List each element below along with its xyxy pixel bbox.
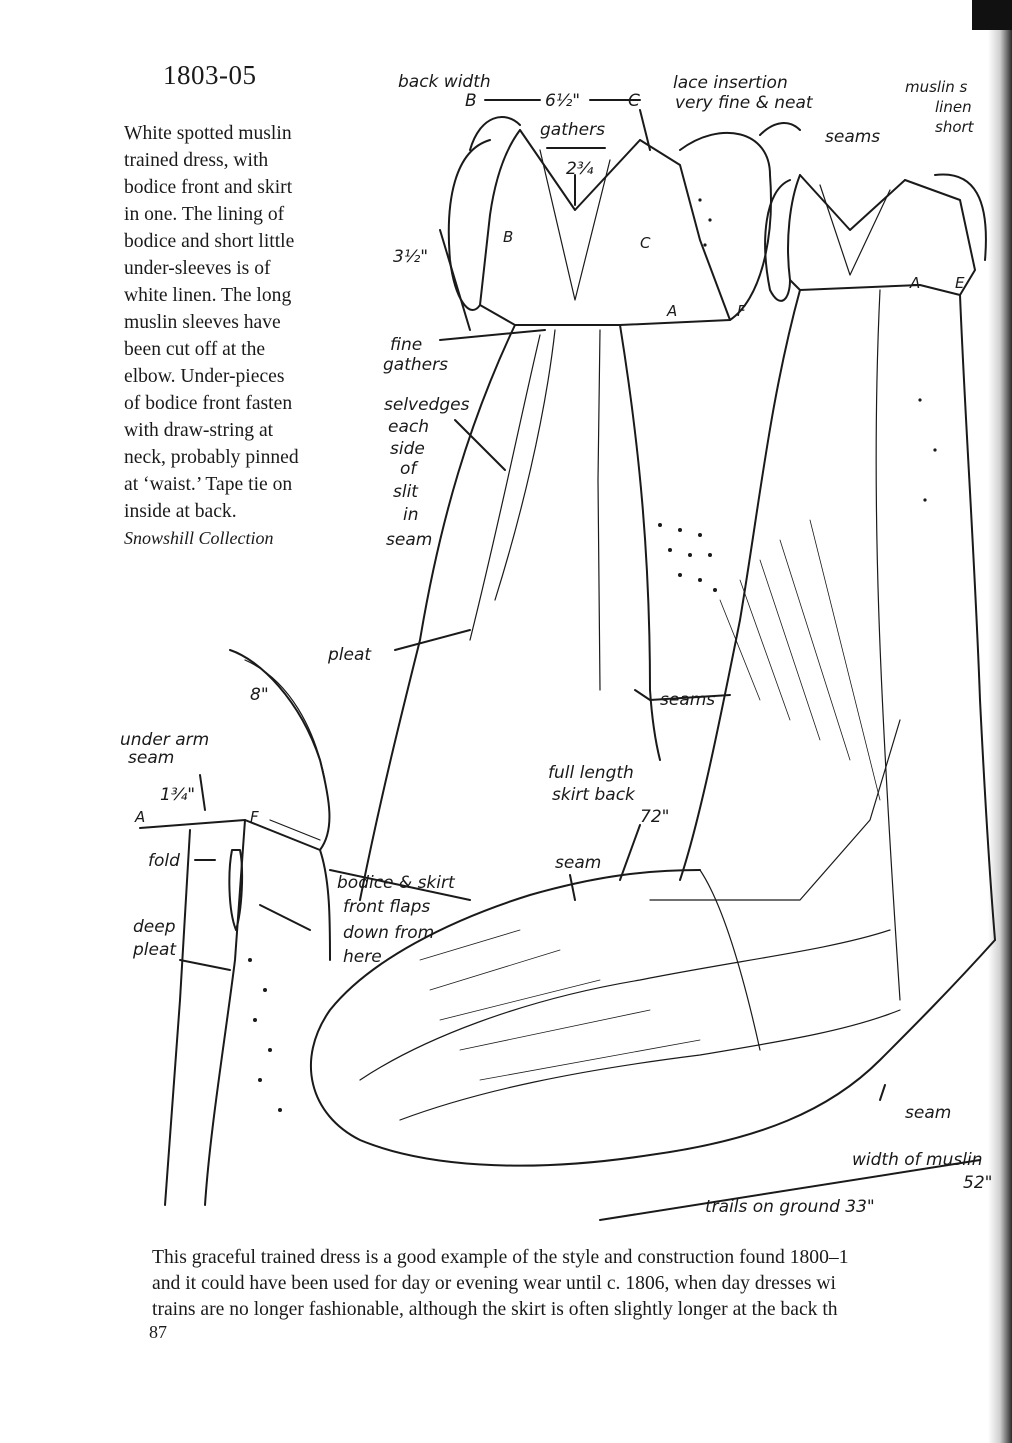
description-line: elbow. Under-pieces bbox=[124, 366, 285, 387]
detail-front-edge bbox=[205, 820, 245, 1205]
back-skirt-left bbox=[680, 290, 800, 880]
annot-bodice-flaps-2: front flaps bbox=[343, 897, 431, 917]
back-hatching bbox=[720, 520, 880, 800]
front-skirt-right bbox=[620, 325, 660, 760]
detail-waist-seam bbox=[270, 820, 320, 840]
annot-selvedges-7: seam bbox=[386, 530, 433, 550]
back-skirt-right bbox=[960, 295, 995, 940]
collection-credit: Snowshill Collection bbox=[124, 528, 274, 548]
description-line: under-sleeves is of bbox=[124, 258, 271, 279]
annot-deep-pleat-2: pleat bbox=[133, 940, 177, 960]
deep-pleat-leader bbox=[180, 960, 230, 970]
annot-seam-train: seam bbox=[555, 853, 602, 873]
page-number: 87 bbox=[149, 1322, 167, 1342]
annot-c-bodice: C bbox=[640, 234, 651, 252]
annot-bodice-flaps-4: here bbox=[343, 947, 382, 967]
annot-under-arm-1: under arm bbox=[120, 730, 210, 750]
bodice-flaps-leader bbox=[260, 905, 310, 930]
back-right-sleeve bbox=[935, 174, 986, 260]
annot-b-bodice: B bbox=[503, 228, 514, 246]
annot-full-length-2: skirt back bbox=[552, 785, 635, 805]
annot-pleat: pleat bbox=[328, 645, 372, 665]
lace-insertion-back bbox=[820, 185, 890, 275]
annot-seam-low: seam bbox=[905, 1103, 952, 1123]
annot-gathers: gathers bbox=[540, 120, 605, 140]
annot-lace-1: lace insertion bbox=[673, 73, 788, 93]
caption-line: This graceful trained dress is a good example of the style and construction found 1800–1 bbox=[152, 1247, 849, 1268]
caption bbox=[152, 1245, 1012, 1323]
annot-full-length-3: 72" bbox=[640, 807, 670, 827]
description-line: white linen. The long bbox=[124, 285, 292, 306]
annot-bodice-flaps-3: down from bbox=[343, 923, 435, 943]
train-fold-1 bbox=[360, 930, 890, 1080]
description-line: been cut off at the bbox=[124, 339, 266, 360]
description-line: trained dress, with bbox=[124, 150, 269, 171]
annot-a-back: A bbox=[910, 274, 921, 292]
front-skirt-pleat bbox=[470, 335, 540, 640]
annot-b-to-c: 6½" bbox=[545, 91, 581, 111]
pleat-leader bbox=[395, 630, 470, 650]
annot-selvedges-5: slit bbox=[393, 482, 418, 502]
annot-lace-2: very fine & neat bbox=[675, 93, 813, 113]
annot-seams-mid: seams bbox=[660, 690, 716, 710]
annot-width-muslin-2: 52" bbox=[963, 1173, 993, 1193]
annot-selvedges-2: each bbox=[388, 417, 429, 437]
back-skirt-seam bbox=[876, 290, 900, 1000]
annot-fine-gathers-2: gathers bbox=[383, 355, 448, 375]
annot-muslin-2: linen bbox=[935, 98, 972, 116]
train-fold-2 bbox=[400, 1010, 900, 1120]
front-right-sleeve bbox=[680, 133, 771, 320]
seam-train-leader bbox=[570, 875, 575, 900]
annot-width-muslin-1: width of muslin bbox=[852, 1150, 983, 1170]
annot-fold: fold bbox=[148, 851, 180, 871]
bodice-height-arrow bbox=[440, 230, 470, 330]
description-line: bodice and short little bbox=[124, 231, 295, 252]
annot-bodice-height: 3½" bbox=[393, 247, 429, 267]
annot-under-arm-2: seam bbox=[128, 748, 175, 768]
description-line: neck, probably pinned bbox=[124, 447, 299, 468]
annot-c-letter: C bbox=[628, 91, 640, 111]
annot-fine-gathers-1: fine bbox=[390, 335, 423, 355]
underarm-arrow bbox=[200, 775, 205, 810]
annot-trails: trails on ground 33" bbox=[705, 1197, 875, 1217]
annot-selvedges-1: selvedges bbox=[384, 395, 470, 415]
front-bodice bbox=[480, 130, 730, 325]
annot-a-bodice: A bbox=[667, 302, 678, 320]
annot-f-back: E bbox=[955, 274, 965, 292]
description-line: with draw-string at bbox=[124, 420, 274, 441]
caption-line: and it could have been used for day or evening wear until c. 1806, when day dresses wi bbox=[152, 1273, 836, 1294]
annot-full-length-1: full length bbox=[548, 763, 634, 783]
front-skirt-fold bbox=[495, 330, 555, 600]
annot-bodice-flaps-1: bodice & skirt bbox=[337, 873, 455, 893]
annot-a-detail: A bbox=[135, 808, 146, 826]
description-line: in one. The lining of bbox=[124, 204, 285, 225]
front-right-sleeve-tip bbox=[760, 123, 800, 135]
description-line: muslin sleeves have bbox=[124, 312, 281, 333]
detail-bodice-edge bbox=[140, 820, 330, 960]
annot-b-letter: B bbox=[465, 91, 477, 111]
seam-low-leader bbox=[880, 1085, 885, 1100]
back-skirt-drape bbox=[650, 720, 900, 900]
front-left-sleeve bbox=[449, 140, 490, 310]
fine-gathers-leader bbox=[440, 330, 545, 340]
detail-sleeve-flap-inner bbox=[245, 660, 325, 780]
annot-neck-width: 2¾ bbox=[566, 159, 594, 179]
description-line: White spotted muslin bbox=[124, 123, 292, 144]
description-line: inside at back. bbox=[124, 501, 237, 522]
back-neckline bbox=[800, 175, 905, 230]
annot-muslin-3: short bbox=[935, 118, 974, 136]
description-line: at ‘waist.’ Tape tie on bbox=[124, 474, 293, 495]
detail-fold-line bbox=[165, 830, 190, 1205]
annot-f-bodice: F bbox=[737, 302, 746, 320]
selvedges-leader bbox=[455, 420, 505, 470]
annot-deep-pleat-1: deep bbox=[133, 917, 176, 937]
caption-line: trains are no longer fashionable, although the skirt is often slightly longer at the back th bbox=[152, 1299, 838, 1320]
train-hatching bbox=[420, 930, 700, 1080]
description-line: of bodice front fasten bbox=[124, 393, 293, 414]
description-line: bodice front and skirt bbox=[124, 177, 293, 198]
page-title: 1803-05 bbox=[163, 60, 257, 90]
annot-selvedges-4: of bbox=[400, 459, 417, 479]
front-skirt-seam bbox=[598, 330, 600, 690]
annot-selvedges-6: in bbox=[403, 505, 419, 525]
annot-back-width: back width bbox=[398, 72, 491, 92]
annot-one-three-quarter: 1¾" bbox=[160, 785, 196, 805]
annot-f-detail: F bbox=[250, 808, 259, 826]
annot-seams-top: seams bbox=[825, 127, 881, 147]
annot-eight-inch: 8" bbox=[250, 685, 269, 705]
annot-muslin-1: muslin s bbox=[905, 78, 968, 96]
full-length-leader bbox=[620, 825, 640, 880]
annot-selvedges-3: side bbox=[390, 439, 425, 459]
